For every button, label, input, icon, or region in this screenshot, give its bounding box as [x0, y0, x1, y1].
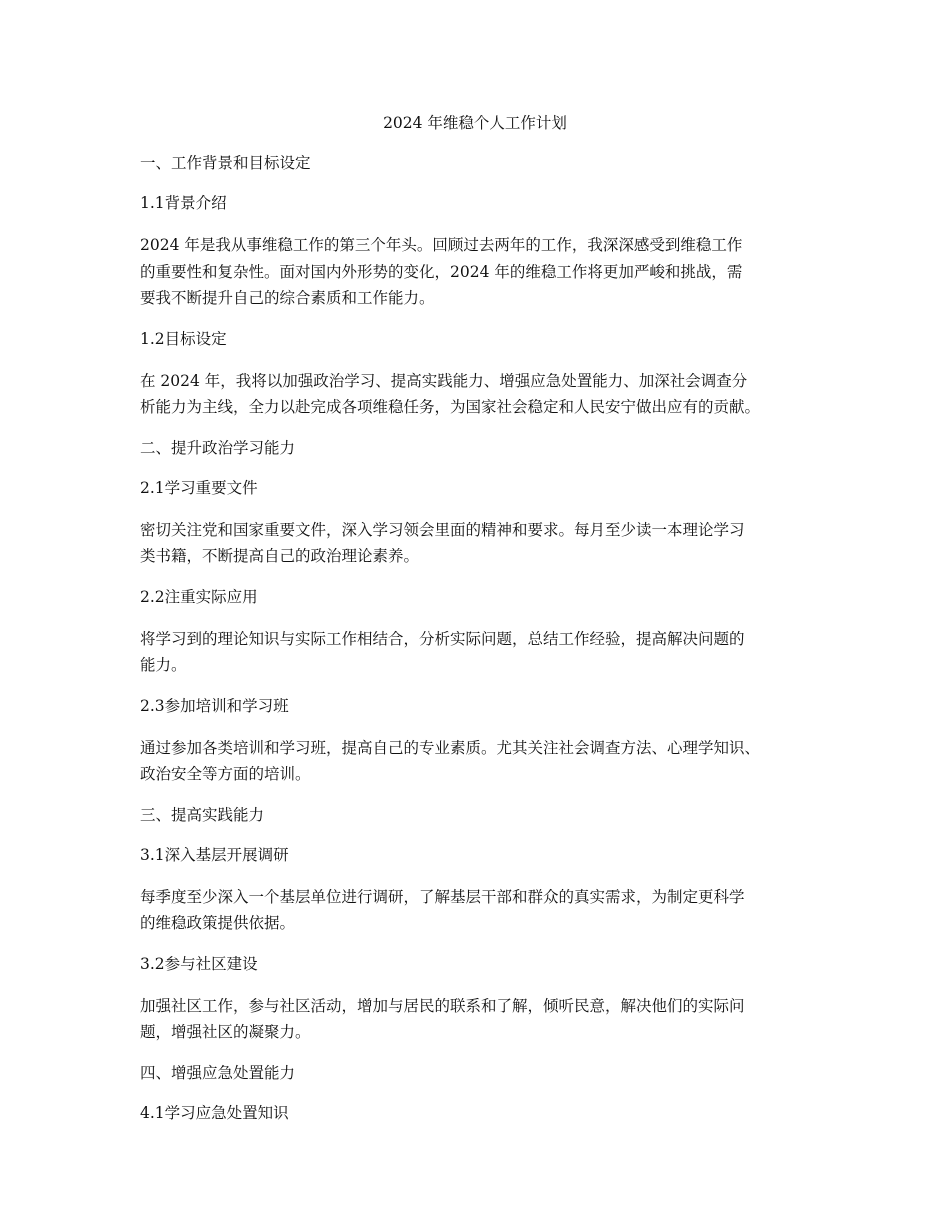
text-line: 能力。 [140, 656, 187, 674]
text-line: 2.2注重实际应用 [140, 587, 258, 606]
text-line: 2024 年是我从事维稳工作的第三个年头。回顾过去两年的工作，我深深感受到维稳工作 [140, 236, 743, 254]
paragraph [140, 517, 810, 570]
document-title: 2024 年维稳个人工作计划 [383, 114, 567, 132]
text-line: 密切关注党和国家重要文件，深入学习领会里面的精神和要求。每月至少读一本理论学习 [140, 520, 745, 539]
section-heading [140, 844, 810, 866]
paragraph [140, 232, 810, 312]
section-heading [140, 328, 810, 350]
text-line: 将学习到的理论知识与实际工作相结合，分析实际问题，总结工作经验，提高解决问题的 [140, 629, 745, 648]
text-line: 要我不断提升自己的综合素质和工作能力。 [140, 289, 435, 307]
section-heading [140, 1102, 810, 1124]
paragraph [140, 735, 810, 788]
text-line: 的重要性和复杂性。面对国内外形势的变化，2024 年的维稳工作将更加严峻和挑战，需 [140, 262, 743, 281]
text-line: 1.1背景介绍 [140, 194, 227, 212]
document-body [140, 152, 810, 1142]
text-line: 在 2024 年，我将以加强政治学习、提高实践能力、增强应急处置能力、加深社会调查分 [140, 371, 748, 390]
text-line: 2.1学习重要文件 [140, 478, 258, 497]
text-line: 3.2参与社区建设 [140, 954, 258, 973]
section-heading [140, 953, 810, 975]
text-line: 二、提升政治学习能力 [140, 438, 296, 457]
paragraph [140, 626, 810, 679]
text-line: 的维稳政策提供依据。 [140, 914, 296, 932]
text-line: 通过参加各类培训和学习班，提高自己的专业素质。尤其关注社会调查方法、心理学知识、 [140, 738, 761, 757]
text-line: 一、工作背景和目标设定 [140, 154, 311, 172]
paragraph [140, 368, 810, 421]
section-heading [140, 695, 810, 717]
paragraph [140, 993, 810, 1046]
text-line: 类书籍，不断提高自己的政治理论素养。 [140, 547, 420, 565]
section-heading [140, 437, 810, 459]
paragraph [140, 884, 810, 937]
section-heading [140, 1062, 810, 1084]
text-line: 2.3参加培训和学习班 [140, 696, 289, 715]
section-heading [140, 804, 810, 826]
text-line: 政治安全等方面的培训。 [140, 765, 311, 783]
text-line: 4.1学习应急处置知识 [140, 1103, 289, 1122]
text-line: 每季度至少深入一个基层单位进行调研，了解基层干部和群众的真实需求，为制定更科学 [140, 887, 745, 906]
section-heading [140, 586, 810, 608]
text-line: 析能力为主线，全力以赴完成各项维稳任务，为国家社会稳定和人民安宁做出应有的贡献。 [140, 398, 761, 416]
section-heading [140, 477, 810, 499]
text-line: 题，增强社区的凝聚力。 [140, 1023, 311, 1041]
text-line: 3.1深入基层开展调研 [140, 845, 289, 864]
text-line: 1.2目标设定 [140, 329, 227, 348]
section-heading [140, 152, 810, 174]
section-heading [140, 192, 810, 214]
text-line: 四、增强应急处置能力 [140, 1063, 296, 1082]
text-line: 加强社区工作，参与社区活动，增加与居民的联系和了解，倾听民意，解决他们的实际问 [140, 996, 745, 1015]
text-line: 三、提高实践能力 [140, 805, 265, 824]
